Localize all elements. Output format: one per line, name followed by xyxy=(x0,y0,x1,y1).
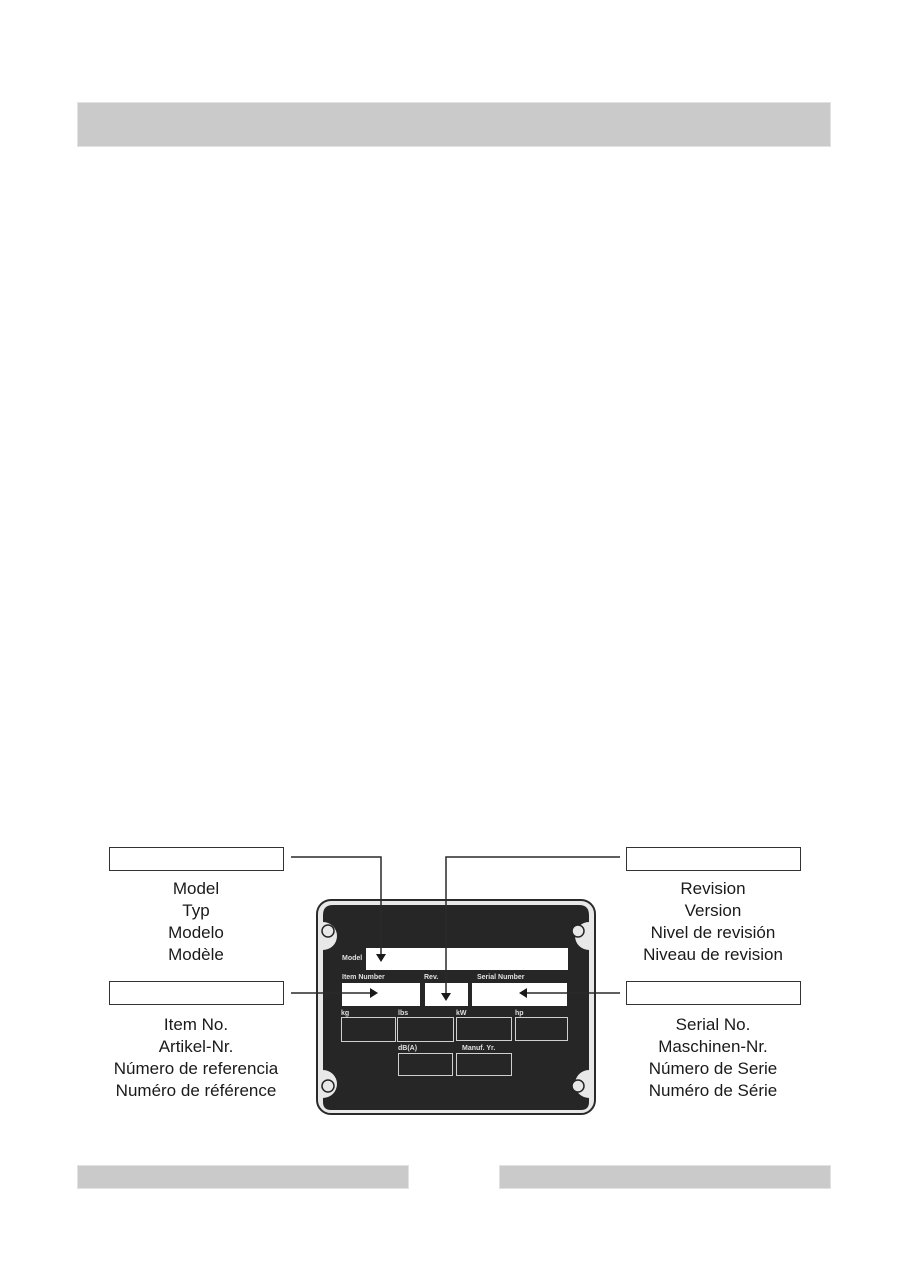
revision-label-es: Nivel de revisión xyxy=(650,923,776,942)
plate-field-serial-number xyxy=(472,983,567,1006)
item-label-fr: Numéro de référence xyxy=(115,1081,277,1100)
model-label-fr: Modèle xyxy=(168,945,224,964)
mount-hole-icon xyxy=(322,925,334,937)
plate-label-kw: kW xyxy=(456,1010,467,1017)
plate-label-dba: dB(A) xyxy=(398,1045,418,1052)
serial-label-es: Número de Serie xyxy=(648,1059,778,1078)
serial-label-fr: Numéro de Série xyxy=(648,1081,778,1100)
serial-label-en: Serial No. xyxy=(675,1015,751,1034)
plate-label-kg: kg xyxy=(341,1010,350,1017)
model-label-de: Typ xyxy=(182,901,210,920)
plate-label-serial-number: Serial Number xyxy=(477,974,525,981)
mount-hole-icon xyxy=(572,1080,584,1092)
model-label-es: Modelo xyxy=(168,923,224,942)
footer-bar-right xyxy=(499,1165,831,1189)
plate-field-item-number xyxy=(342,983,420,1006)
mount-hole-icon xyxy=(572,925,584,937)
revision-label-en: Revision xyxy=(680,879,746,898)
plate-label-item-number: Item Number xyxy=(342,974,385,981)
serial-label-de: Maschinen-Nr. xyxy=(658,1037,768,1056)
plate-field-model xyxy=(366,948,568,970)
plate-body xyxy=(323,905,589,1110)
plate-label-manuf-yr: Manuf. Yr. xyxy=(462,1045,496,1052)
item-label-de: Artikel-Nr. xyxy=(158,1037,234,1056)
plate-label-lbs: lbs xyxy=(398,1010,409,1017)
plate-label-model: Model xyxy=(342,955,363,962)
plate-label-hp: hp xyxy=(515,1010,524,1017)
plate-label-rev: Rev. xyxy=(424,974,439,981)
footer-bar-left xyxy=(77,1165,409,1189)
model-label-en: Model xyxy=(172,879,220,898)
revision-label-de: Version xyxy=(684,901,742,920)
revision-label-fr: Niveau de revision xyxy=(643,945,783,964)
item-label-es: Número de referencia xyxy=(113,1059,279,1078)
mount-hole-icon xyxy=(322,1080,334,1092)
item-label-en: Item No. xyxy=(163,1015,229,1034)
